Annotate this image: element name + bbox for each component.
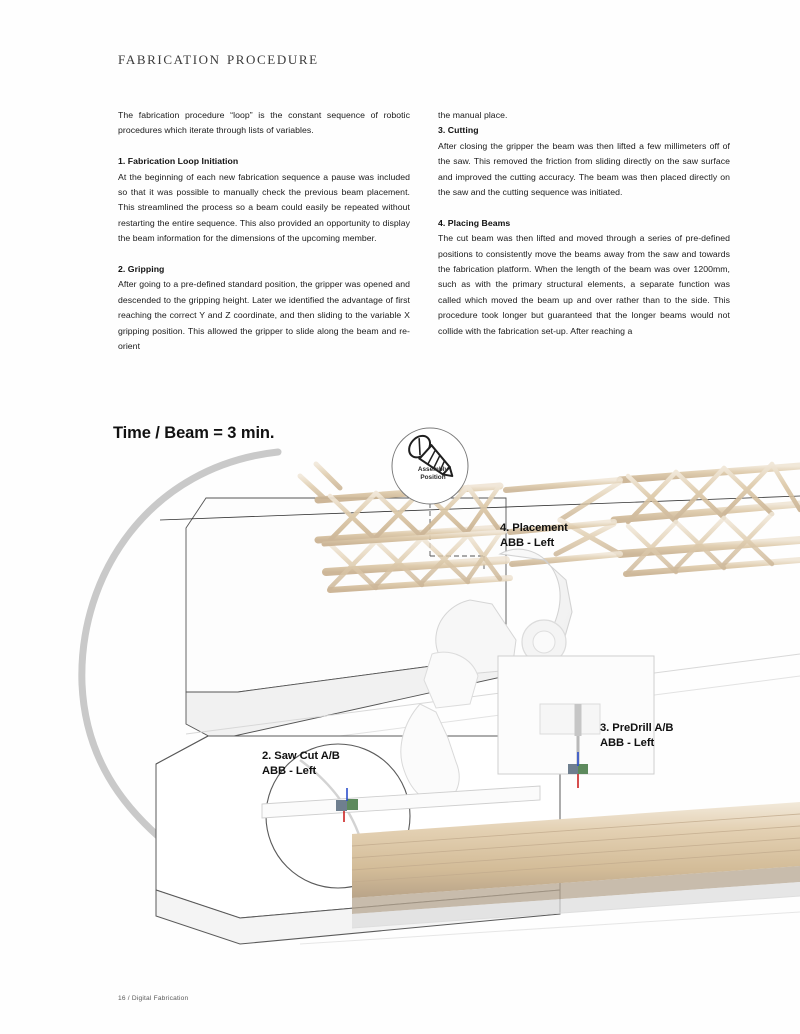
callout-predrill-line1: 3. PreDrill A/B	[600, 722, 674, 734]
diagram-title: Time / Beam = 3 min.	[113, 424, 275, 442]
callout-predrill-line2: ABB - Left	[600, 736, 655, 749]
left-column	[118, 108, 410, 354]
section-body-3: After closing the gripper the beam was then lifted a few millimeters off of the saw. This removed the friction from sliding directly on the saw surface and improved the cutting accuracy. The beam was then placed directly on the saw and the cutting sequence was initiated.	[438, 140, 730, 198]
section-body-1: At the beginning of each new fabrication sequence a pause was included so that it was possible to manually check the previous beam placement. This streamlined the process so a beam could easily be repeated without restarting the entire sequence. This also provided an opportunity to display the beam information for the dimensions of the upcoming member.	[118, 171, 410, 244]
callout-sawcut-line1: 2. Saw Cut A/B	[262, 750, 340, 762]
page-title: fabrication procedure	[118, 48, 319, 69]
section-heading-3: 3. Cutting	[438, 125, 479, 136]
section-heading-1: 1. Fabrication Loop Initiation	[118, 156, 239, 167]
callout-placement-line2: ABB - Left	[500, 536, 555, 549]
diagram-svg	[0, 404, 800, 964]
assembly-label-line2: Position	[420, 474, 446, 481]
assembly-position-label	[405, 466, 461, 482]
callout-sawcut-line2: ABB - Left	[262, 764, 317, 777]
intro-paragraph: The fabrication procedure “loop” is the constant sequence of robotic procedures which iterate through lists of variables.	[118, 110, 410, 136]
text-columns	[118, 108, 730, 354]
section-body-4: The cut beam was then lifted and moved through a series of pre-defined positions to consistently move the beams away from the saw and towards the fabrication platform. When the length of the beam was over 1200mm, such as with the primary structural elements, a separate function was called which moved the beam up and over rather than to the side. This procedure took longer but guaranteed that the longer beams would not collide with the fabrication set-up. After reaching a	[438, 233, 730, 336]
callout-predrill	[600, 721, 673, 750]
callout-sawcut	[262, 749, 340, 778]
callout-placement	[500, 521, 568, 550]
section-heading-4: 4. Placing Beams	[438, 217, 511, 228]
callout-placement-line1: 4. Placement	[500, 522, 568, 534]
page-footer: 16 / Digital Fabrication	[118, 995, 189, 1002]
section-body-2: After going to a pre-defined standard position, the gripper was opened and descended to the gripping height. Later we identified the advantage of first reaching the correct Y and Z coordinate, and then sliding to the variable X gripping position. This allowed the gripper to slide along the beam and re-orient	[118, 279, 410, 352]
right-column	[438, 108, 730, 354]
fabrication-diagram	[0, 404, 800, 964]
assembly-label-line1: Assembly	[417, 466, 449, 473]
continuation-text: the manual place.	[438, 110, 508, 120]
section-heading-2: 2. Gripping	[118, 264, 165, 275]
